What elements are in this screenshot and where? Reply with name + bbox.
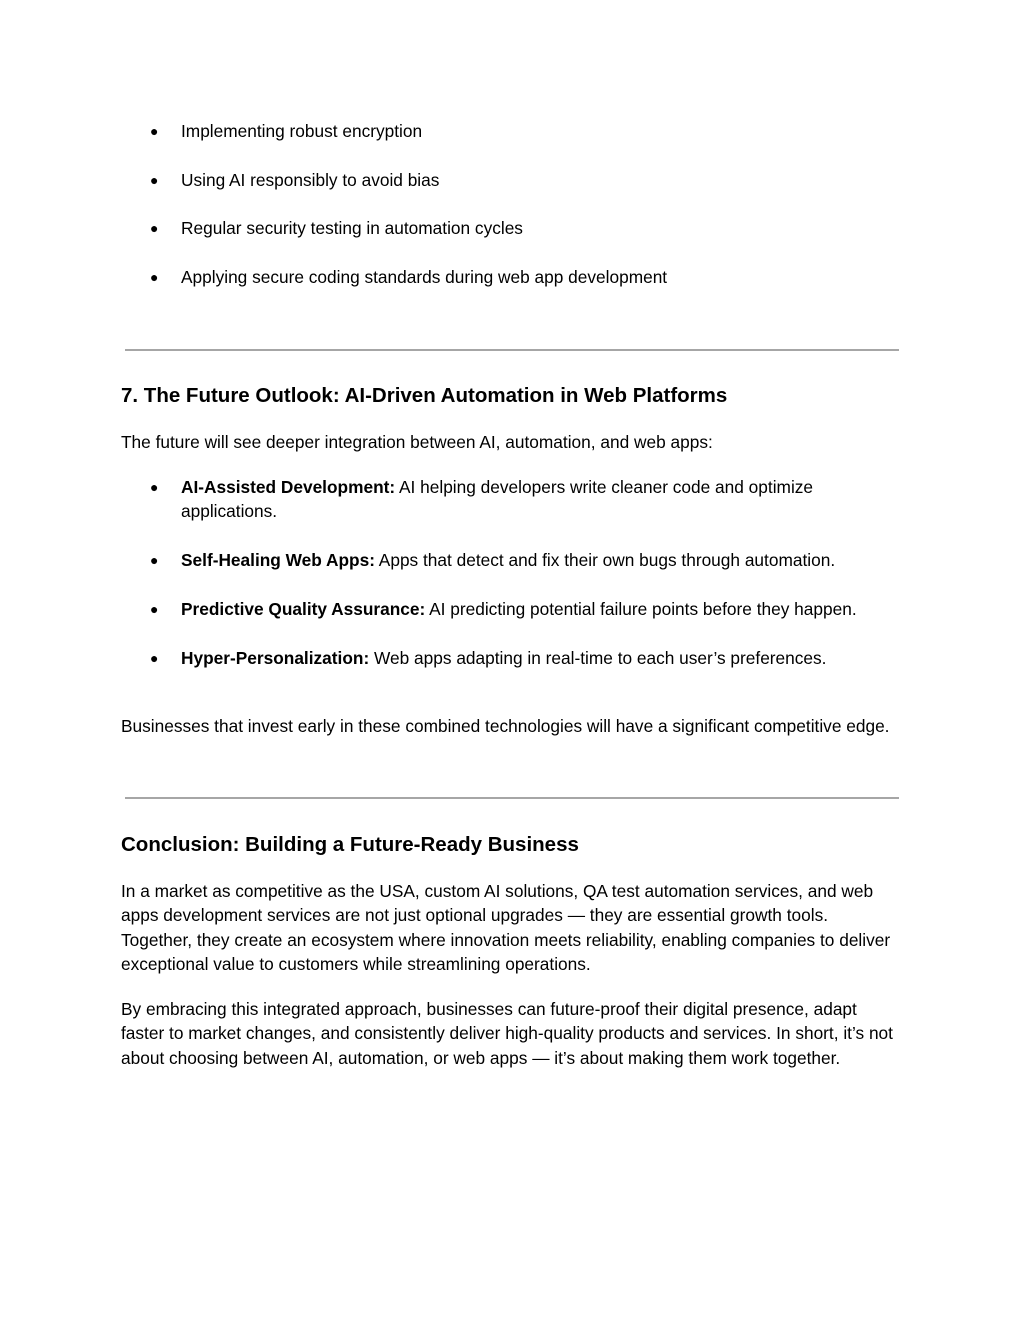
list-item-text: Regular security testing in automation cycles bbox=[181, 218, 523, 239]
bullet-icon: ● bbox=[150, 269, 159, 286]
future-closing-paragraph: Businesses that invest early in these combined technologies will have a significant competitive edge. bbox=[121, 716, 890, 736]
list-item-text: AI helping developers write cleaner code and optimize applications. bbox=[181, 477, 814, 522]
bullet-icon: ● bbox=[150, 600, 159, 617]
list-item bbox=[150, 265, 920, 289]
list-item-term: Hyper-Personalization: bbox=[181, 647, 370, 668]
list-item bbox=[150, 119, 920, 143]
bullet-icon: ● bbox=[150, 123, 159, 139]
list-item-text: Implementing robust encryption bbox=[181, 121, 423, 141]
future-intro-paragraph: The future will see deeper integration between AI, automation, and web apps: bbox=[121, 432, 713, 452]
bullet-icon: ● bbox=[150, 552, 159, 569]
bullet-icon: ● bbox=[150, 479, 159, 495]
bullet-icon: ● bbox=[150, 649, 159, 666]
list-item bbox=[150, 646, 910, 670]
list-item bbox=[150, 548, 910, 572]
list-item bbox=[150, 216, 920, 240]
list-item-text: AI predicting potential failure points before they happen. bbox=[425, 598, 857, 619]
list-item-term: Predictive Quality Assurance: bbox=[181, 598, 426, 619]
security-practices-list bbox=[150, 119, 920, 290]
list-item-text: Web apps adapting in real-time to each user’s preferences. bbox=[369, 647, 827, 668]
section-divider bbox=[125, 797, 899, 799]
conclusion-paragraph: By embracing this integrated approach, businesses can future-proof their digital presence, adapt faster to market changes, and consistently deliver high-quality products and services. In short, it’s not about choosing between AI, automation, or web apps — it’s about making them work together. bbox=[121, 999, 893, 1068]
list-item bbox=[150, 475, 910, 524]
list-item bbox=[150, 597, 910, 621]
list-item-term: AI-Assisted Development: bbox=[181, 477, 396, 497]
list-item-text: Applying secure coding standards during web app development bbox=[181, 267, 668, 288]
list-item-text: Apps that detect and fix their own bugs through automation. bbox=[374, 550, 836, 571]
bullet-icon: ● bbox=[150, 220, 159, 237]
section-heading-future-outlook: 7. The Future Outlook: AI-Driven Automation in Web Platforms bbox=[121, 384, 728, 407]
list-item-text: Using AI responsibly to avoid bias bbox=[181, 169, 440, 190]
conclusion-paragraph: In a market as competitive as the USA, custom AI solutions, QA test automation services, and web apps development services are not just optional upgrades — they are essential growth tools. Together, they create an ecosystem where innovation meets reliability, enabling companies to deliver exceptional value to customers while streamlining operations. bbox=[121, 881, 891, 975]
section-heading-conclusion: Conclusion: Building a Future-Ready Business bbox=[121, 833, 579, 856]
bullet-icon: ● bbox=[150, 171, 159, 188]
section-divider bbox=[125, 349, 899, 351]
list-item bbox=[150, 168, 920, 192]
future-trends-list bbox=[150, 475, 910, 670]
list-item-term: Self-Healing Web Apps: bbox=[181, 550, 375, 571]
